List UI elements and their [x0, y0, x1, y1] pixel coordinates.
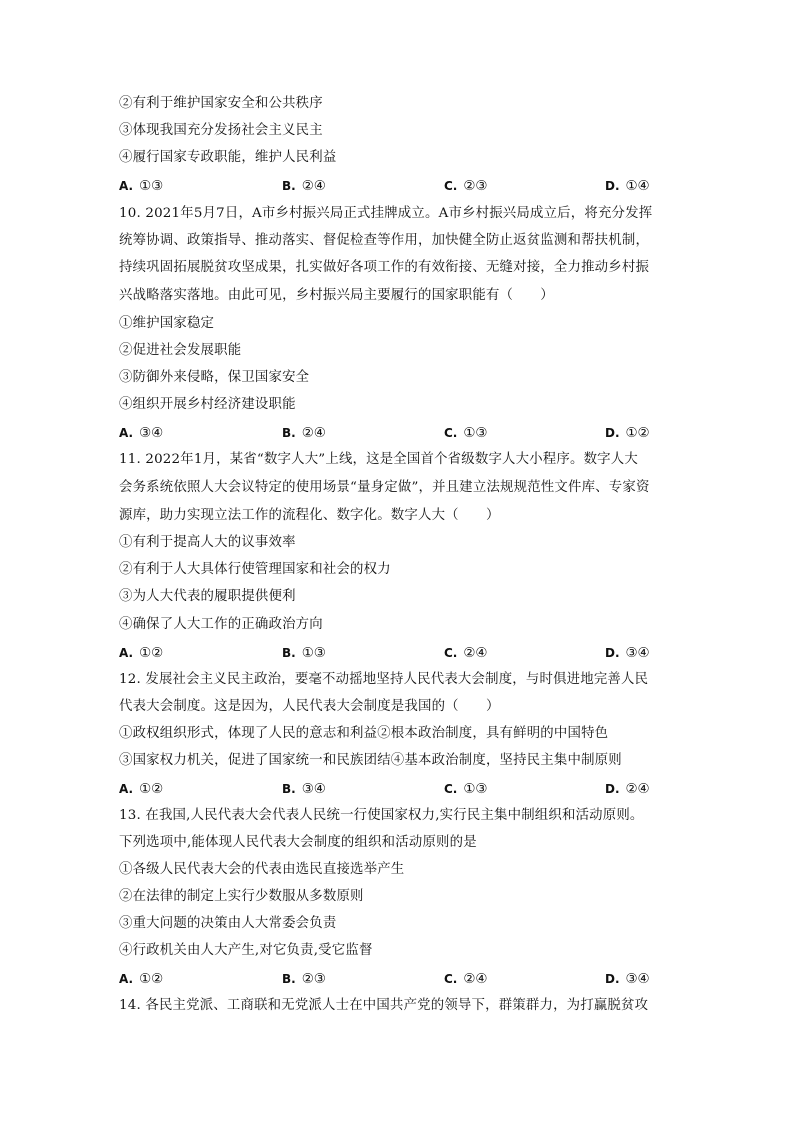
q13-options: [119, 970, 679, 988]
q11-option-d: D. ③④: [605, 646, 650, 661]
q10-item-2: ②促进社会发展职能: [119, 343, 242, 358]
q12-options: [119, 780, 679, 798]
q9-options: [119, 177, 679, 195]
q10-options: [119, 424, 679, 442]
q13-stem-line-2: 下列选项中,能体现人民代表大会制度的组织和活动原则的是: [119, 835, 477, 850]
q13-stem-line-1: 13. 在我国,人民代表大会代表人民统一行使国家权力,实行民主集中制组织和活动原则。: [119, 808, 644, 823]
q10-item-4: ④组织开展乡村经济建设职能: [119, 397, 296, 412]
q10-stem-line-1: 10. 2021年5月7日，A市乡村振兴局正式挂牌成立。A市乡村振兴局成立后，将充分发挥: [119, 206, 653, 221]
q10-option-c: C. ①③: [444, 426, 488, 441]
q9-item-2: ②有利于维护国家安全和公共秩序: [119, 96, 323, 111]
q10-stem-line-3: 持续巩固拓展脱贫攻坚成果，扎实做好各项工作的有效衔接、无缝对接，全力推动乡村振: [119, 260, 650, 275]
q11-item-1: ①有利于提高人大的议事效率: [119, 535, 296, 550]
q10-stem-line-2: 统筹协调、政策指导、推动落实、督促检查等作用，加快健全防止返贫监测和帮扶机制，: [119, 233, 650, 248]
q11-option-b: B. ①③: [282, 646, 326, 661]
q9-item-4: ④履行国家专政职能，维护人民利益: [119, 150, 337, 165]
q10-item-3: ③防御外来侵略，保卫国家安全: [119, 370, 310, 385]
q9-option-a: A. ①③: [119, 179, 164, 194]
q13-item-1: ①各级人民代表大会的代表由选民直接选举产生: [119, 862, 405, 877]
q13-option-a: A. ①②: [119, 972, 164, 987]
q11-options: [119, 644, 679, 662]
q12-stem-line-1: 12. 发展社会主义民主政治，要毫不动摇地坚持人民代表大会制度，与时俱进地完善人民: [119, 672, 649, 687]
q10-option-a: A. ③④: [119, 426, 164, 441]
q11-option-c: C. ②④: [444, 646, 488, 661]
q13-item-2: ②在法律的制定上实行少数服从多数原则: [119, 889, 364, 904]
q13-option-c: C. ②④: [444, 972, 488, 987]
q12-option-b: B. ③④: [282, 782, 326, 797]
q13-item-3: ③重大问题的决策由人大常委会负责: [119, 916, 337, 931]
q12-items-line-1: ①政权组织形式，体现了人民的意志和利益②根本政治制度，具有鲜明的中国特色: [119, 726, 609, 741]
q9-item-3: ③体现我国充分发扬社会主义民主: [119, 123, 323, 138]
q12-stem-line-2: 代表大会制度。这是因为，人民代表大会制度是我国的（ ）: [119, 699, 500, 714]
q10-option-d: D. ①②: [605, 426, 650, 441]
q9-option-c: C. ②③: [444, 179, 488, 194]
q11-item-2: ②有利于人大具体行使管理国家和社会的权力: [119, 562, 391, 577]
q10-item-1: ①维护国家稳定: [119, 316, 215, 331]
q12-option-c: C. ①③: [444, 782, 488, 797]
q11-item-4: ④确保了人大工作的正确政治方向: [119, 617, 323, 632]
q11-stem-line-2: 会务系统依照人大会议特定的使用场景“量身定做”，并且建立法规规范性文件库、专家资: [119, 480, 650, 495]
q12-option-a: A. ①②: [119, 782, 164, 797]
q13-item-4: ④行政机关由人大产生,对它负责,受它监督: [119, 943, 373, 958]
q11-item-3: ③为人大代表的履职提供便利: [119, 589, 296, 604]
q14-stem-line-1: 14. 各民主党派、工商联和无党派人士在中国共产党的领导下，群策群力，为打赢脱贫攻: [119, 998, 649, 1013]
q12-items-line-2: ③国家权力机关，促进了国家统一和民族团结④基本政治制度，坚持民主集中制原则: [119, 753, 622, 768]
q9-option-d: D. ①④: [605, 179, 650, 194]
q13-option-d: D. ③④: [605, 972, 650, 987]
q13-option-b: B. ②③: [282, 972, 326, 987]
q9-option-b: B. ②④: [282, 179, 326, 194]
q11-stem-line-1: 11. 2022年1月，某省“数字人大”上线，这是全国首个省级数字人大小程序。数字人大: [119, 452, 638, 467]
q10-option-b: B. ②④: [282, 426, 326, 441]
q10-stem-line-4: 兴战略落实落地。由此可见，乡村振兴局主要履行的国家职能有（ ）: [119, 288, 554, 303]
q12-option-d: D. ②④: [605, 782, 650, 797]
q11-option-a: A. ①②: [119, 646, 164, 661]
q11-stem-line-3: 源库，助力实现立法工作的流程化、数字化。数字人大（ ）: [119, 508, 500, 523]
